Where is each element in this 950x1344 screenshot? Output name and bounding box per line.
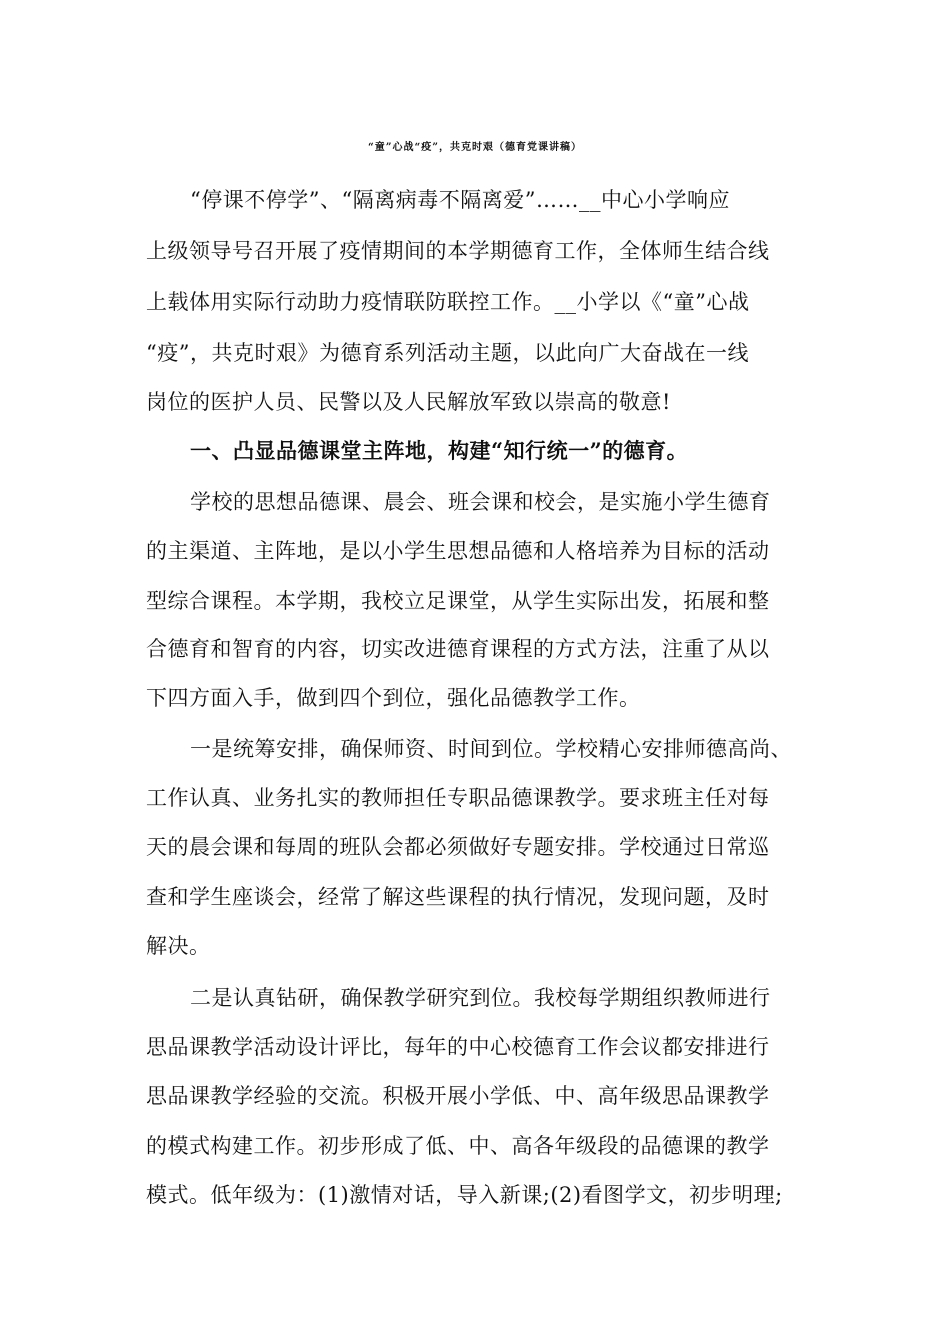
document-title: “童”心战“疫”，共克时艰（德育党课讲稿） [367, 142, 582, 153]
paragraph-line: 上级领导号召开展了疫情期间的本学期德育工作，全体师生结合线 [146, 239, 770, 263]
paragraph-line: 型综合课程。本学期，我校立足课堂，从学生实际出发，拓展和整 [146, 589, 770, 613]
paragraph-line: 合德育和智育的内容，切实改进德育课程的方式方法，注重了从以 [146, 637, 770, 661]
paragraph-line: 的主渠道、主阵地，是以小学生思想品德和人格培养为目标的活动 [146, 539, 770, 563]
paragraph-line: 解决。 [146, 934, 211, 958]
paragraph-line: “停课不停学”、“隔离病毒不隔离爱”……__中心小学响应 [190, 188, 730, 212]
paragraph-line: 思品课教学活动设计评比，每年的中心校德育工作会议都安排进行 [146, 1035, 770, 1059]
paragraph-line: 天的晨会课和每周的班队会都必须做好专题安排。学校通过日常巡 [146, 835, 770, 859]
paragraph-line: 上载体用实际行动助力疫情联防联控工作。__小学以《“童”心战 [146, 290, 750, 314]
paragraph-line: 学校的思想品德课、晨会、班会课和校会，是实施小学生德育 [190, 490, 771, 514]
paragraph-line: “疫”，共克时艰》为德育系列活动主题，以此向广大奋战在一线 [146, 341, 749, 365]
paragraph-line: 一是统筹安排，确保师资、时间到位。学校精心安排师德高尚、 [190, 737, 792, 761]
section-heading: 一、凸显品德课堂主阵地，构建“知行统一”的德育。 [190, 438, 689, 463]
paragraph-line: 模式。低年级为：(1)激情对话，导入新课;(2)看图学文，初步明理; [146, 1183, 783, 1207]
paragraph-line: 查和学生座谈会，经常了解这些课程的执行情况，发现问题，及时 [146, 885, 770, 909]
paragraph-line: 岗位的医护人员、民警以及人民解放军致以崇高的敬意! [146, 390, 671, 414]
paragraph-line: 思品课教学经验的交流。积极开展小学低、中、高年级思品课教学 [146, 1084, 770, 1108]
paragraph-line: 工作认真、业务扎实的教师担任专职品德课教学。要求班主任对每 [146, 786, 770, 810]
paragraph-line: 下四方面入手，做到四个到位，强化品德教学工作。 [146, 686, 641, 710]
paragraph-line: 的模式构建工作。初步形成了低、中、高各年级段的品德课的教学 [146, 1134, 770, 1158]
paragraph-line: 二是认真钻研，确保教学研究到位。我校每学期组织教师进行 [190, 986, 771, 1010]
